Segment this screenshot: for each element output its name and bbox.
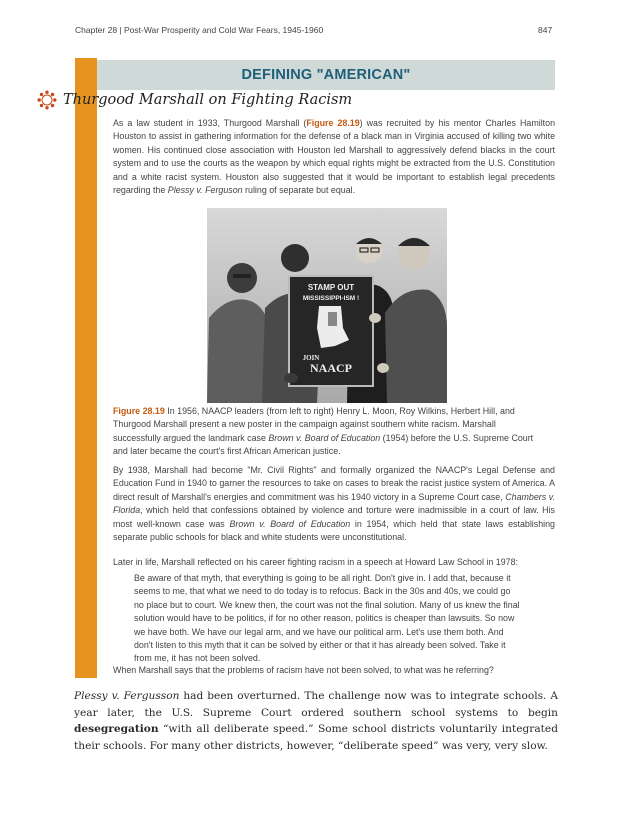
poster-text-mississippi: MISSISSIPPI-ISM ! xyxy=(302,295,360,302)
running-header: Chapter 28 | Post-War Prosperity and Cold War Fears, 1945-1960 xyxy=(75,25,324,35)
case-name: Brown v. Board of Education xyxy=(268,432,381,443)
figure-caption xyxy=(113,405,541,459)
case-name: Plessy v. Ferguson xyxy=(167,185,243,196)
poster-text-stamp-out: STAMP OUT xyxy=(307,283,355,292)
text-run: “with all deliberate speed.” Some school districts voluntarily integrated their schools. For many other districts, however, “deliberate speed” was very, very slow. xyxy=(74,723,558,752)
text-run: As a law student in 1933, Thurgood Marshall ( xyxy=(113,118,307,128)
feature-accent-bar xyxy=(75,58,97,678)
block-quote: Be aware of that myth, that everything is going to be all right. Don't give in. I add that, because it seems to me, that what we need to do today is to refocus. Back in the 30s and 40s, we could go no place but to court. We knew then, the court was not the final solution. Many of us knew the final solution would have to be politics, if for no other reason, politics is cheaper than lawsuits. So now we have both. We have our legal arm, and we have our political arm. Let's use them both. And don't listen to this myth that it can be solved by either or that it has already been solved. Take it from me, it has not been solved. xyxy=(134,573,520,664)
key-term: desegregation xyxy=(74,723,159,736)
case-name: Brown v. Board of Education xyxy=(229,518,351,529)
text-run: , which held that confessions obtained by violence and torture were inadmissible in a court of law. His most well-known case was xyxy=(113,505,555,529)
text-run: had been overturned. The challenge now was to integrate schools. A year later, the U.S. Supreme Court ordered southern school systems to begin xyxy=(74,690,558,719)
feature-heading-band xyxy=(97,60,555,90)
feature-paragraph-2 xyxy=(113,464,555,544)
case-name: Chambers v. Florida xyxy=(113,491,555,516)
naacp-leaders-photo xyxy=(207,208,447,403)
figure-link[interactable]: Figure 28.19 xyxy=(306,118,360,128)
poster-text-naacp: NAACP xyxy=(310,361,352,375)
text-run: in 1954, which held that state laws establishing separate public schools for black and white students were unconstitutional. xyxy=(113,518,555,543)
naacp-poster xyxy=(289,276,373,386)
figure-label: Figure 28.19 xyxy=(113,406,165,416)
text-run: ruling of separate but equal. xyxy=(242,185,356,196)
feature-paragraph-3: Later in life, Marshall reflected on his career fighting racism in a speech at Howard Law School in 1978: xyxy=(113,557,519,567)
page-number: 847 xyxy=(538,25,553,35)
critical-thinking-question: When Marshall says that the problems of racism have not been solved, to what was he referring? xyxy=(113,665,494,675)
text-run: By 1938, Marshall had become "Mr. Civil Rights" and formally organized the NAACP's Legal Defense and Education Fund in 1940 to garner the resources to take on cases to break the racist justice system of America. A direct result of Marshall's energies and commitment was his 1940 victory in a Supreme Court case, xyxy=(113,465,555,502)
feature-heading: DEFINING "AMERICAN" xyxy=(241,67,411,83)
body-paragraph xyxy=(74,688,558,754)
text-run: ) was recruited by his mentor Charles Hamilton Houston to assist in gathering information for the defense of a black man in Virginia accused of killing two white women. His continued close association with Houston led Marshall to aggressively defend blacks in the court system and to use the courts as the weapon by which equal rights might be extracted from the U.S. Constitution and a white racist system. Houston also suggested that it would be important to establish legal precedents regarding the xyxy=(113,118,556,196)
gear-ring-icon xyxy=(37,90,57,110)
feature-paragraph-1 xyxy=(113,117,555,197)
feature-subtitle: Thurgood Marshall on Fighting Racism xyxy=(63,92,353,108)
feature-subtitle-row xyxy=(37,90,352,110)
text-run: (1954) before the U.S. Supreme Court and later became the court's first African American justice. xyxy=(113,432,534,457)
case-name: Plessy v. Fergusson xyxy=(74,690,180,702)
text-run: In 1956, NAACP leaders (from left to right) Henry L. Moon, Roy Wilkins, Herbert Hill, and Thurgood Marshall present a new poster in the campaign against southern white racism. Marshall successfully argued the landmark case xyxy=(113,406,515,443)
poster-text-join: JOIN xyxy=(302,354,320,362)
